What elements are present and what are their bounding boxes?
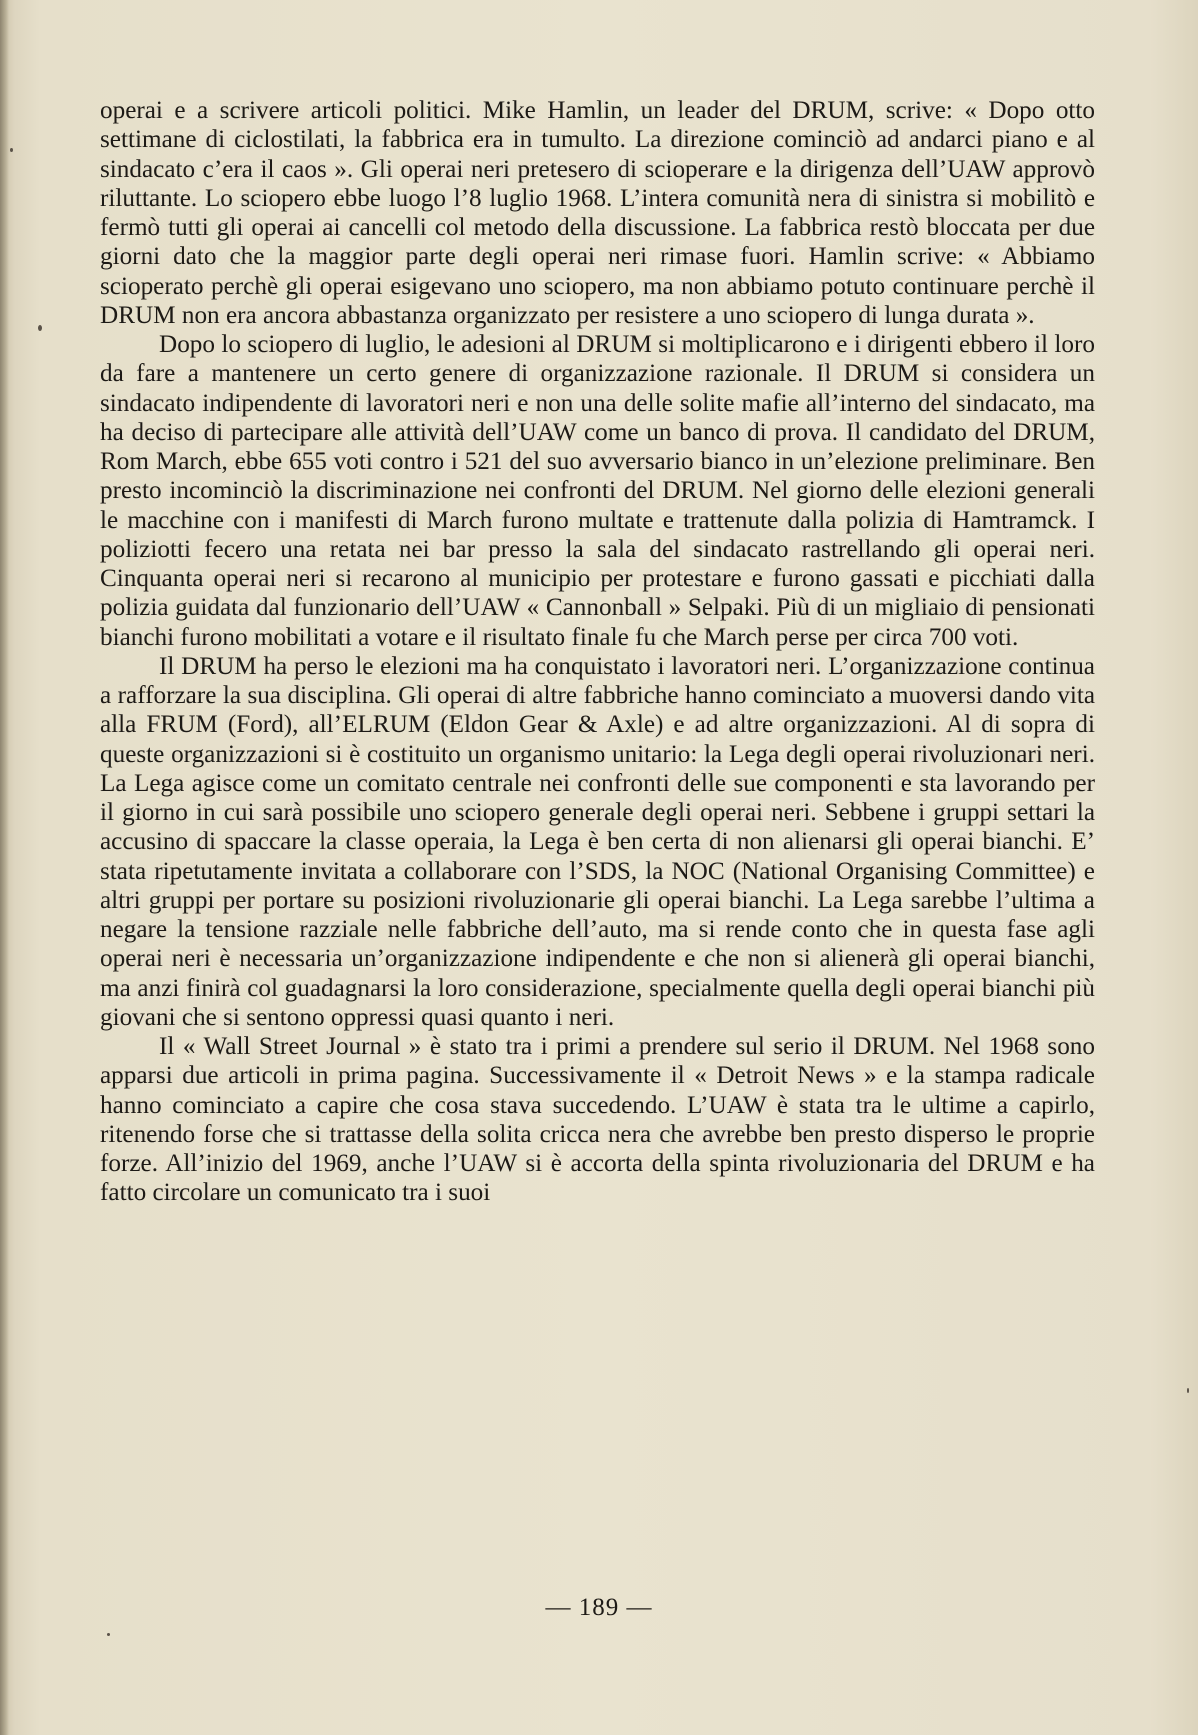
paper-speck — [38, 325, 42, 331]
paper-speck — [107, 1633, 110, 1636]
paragraph-1: operai e a scrivere articoli politici. Mike Hamlin, un leader del DRUM, scrive: « Dopo otto settimane di ciclostilati, la fabbrica era in tumulto. La direzione cominciò ad andarci piano e al sindacato c’era il caos ». Gli operai neri pretesero di scioperare e la dirigenza dell’UAW approvò riluttante. Lo sciopero ebbe luogo l’8 luglio 1968. L’intera comunità nera di sinistra si mobilitò e fermò tutti gli operai ai cancelli col metodo della discussione. La fabbrica restò bloccata per due giorni dato che la maggior parte degli operai neri rimase fuori. Hamlin scrive: « Abbiamo scioperato perchè gli operai esigevano uno sciopero, ma non abbiamo potuto continuare perchè il DRUM non era ancora abbastanza organizzato per resistere a uno sciopero di lunga durata ». — [100, 97, 1095, 329]
paragraph-4: Il « Wall Street Journal » è stato tra i primi a prendere sul serio il DRUM. Nel 1968 sono apparsi due articoli in prima pagina. Successivamente il « Detroit News » e la stampa radicale hanno cominciato a capire che cosa stava succedendo. L’UAW è stata tra le ultime a capirlo, ritenendo forse che si trattasse della solita cricca nera che avrebbe ben presto disperso le proprie forze. All’inizio del 1969, anche l’UAW si è accorta della spinta rivoluzionaria del DRUM e ha fatto circolare un comunicato tra i suoi — [100, 1033, 1095, 1207]
paragraph-3: Il DRUM ha perso le elezioni ma ha conquistato i lavoratori neri. L’organizzazione continua a rafforzare la sua disciplina. Gli operai di altre fabbriche hanno cominciato a muoversi dando vita alla FRUM (Ford), all’ELRUM (Eldon Gear & Axle) e ad altre organizzazioni. Al di sopra di queste organizzazioni si è costituito un organismo unitario: la Lega degli operai rivoluzionari neri. La Lega agisce come un comitato centrale nei confronti delle sue componenti e sta lavorando per il giorno in cui sarà possibile uno sciopero generale degli operai neri. Sebbene i gruppi settari la accusino di spaccare la classe operaia, la Lega è ben certa di non alienarsi gli operai bianchi. E’ stata ripetutamente invitata a collaborare con l’SDS, la NOC (National Organising Committee) e altri gruppi per portare su posizioni rivoluzionarie gli operai bianchi. La Lega sarebbe l’ultima a negare la tensione razziale nelle fabbriche dell’auto, ma si rende conto che in questa fase agli operai neri è necessaria un’organizzazione indipendente e che non si alienerà gli operai bianchi, ma anzi finirà col guadagnarsi la loro considerazione, specialmente quella degli operai bianchi più giovani che si sentono oppressi quasi quanto i neri. — [100, 652, 1095, 1031]
paper-speck — [10, 148, 13, 152]
paragraph-2: Dopo lo sciopero di luglio, le adesioni al DRUM si moltiplicarono e i dirigenti ebbero il loro da fare a mantenere un certo genere di organizzazione razionale. Il DRUM si considera un sindacato indipendente di lavoratori neri e non una delle solite mafie all’interno del sindacato, ma ha deciso di partecipare alle attività dell’UAW come un banco di prova. Il candidato del DRUM, Rom March, ebbe 655 voti contro i 521 del suo avversario bianco in un’elezione preliminare. Ben presto incominciò la discriminazione nei confronti del DRUM. Nel giorno delle elezioni generali le macchine con i manifesti di March furono multate e trattenute dalla polizia di Hamtramck. I poliziotti fecero una retata nei bar presso la sala del sindacato rastrellando gli operai neri. Cinquanta operai neri si recarono al municipio per protestare e furono gassati e picchiati dalla polizia guidata dal funzionario dell’UAW « Cannonball » Selpaki. Più di un migliaio di pensionati bianchi furono mobilitati a votare e il risultato finale fu che March perse per circa 700 voti. — [100, 331, 1095, 651]
page-spine-shadow — [0, 0, 9, 1735]
page-number: — 189 — — [545, 1594, 653, 1621]
paper-speck — [1187, 1388, 1189, 1393]
body-text — [100, 96, 1095, 1208]
